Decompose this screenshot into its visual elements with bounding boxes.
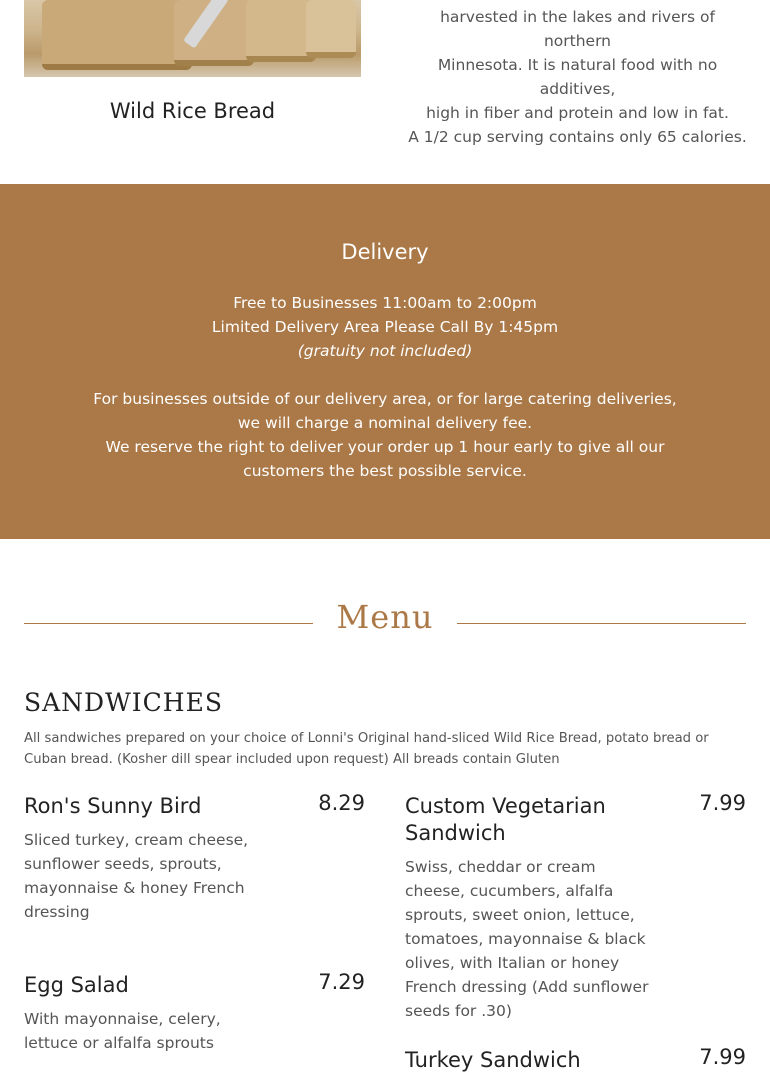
divider-right bbox=[457, 623, 746, 624]
delivery-details bbox=[90, 291, 680, 483]
divider-left bbox=[24, 623, 313, 624]
menu-item-name: Turkey Sandwich bbox=[405, 1048, 581, 1072]
menu-item-name: Custom Vegetarian Sandwich bbox=[405, 794, 606, 845]
menu-item-description: With mayonnaise, celery, lettuce or alfalfa sprouts bbox=[24, 1010, 221, 1052]
menu-item-name: Egg Salad bbox=[24, 973, 129, 997]
rice-text-line: Minnesota. It is natural food with no additives, bbox=[437, 56, 718, 98]
wild-rice-description bbox=[405, 5, 750, 149]
section-title-sandwiches: SANDWICHES bbox=[24, 688, 223, 717]
delivery-call-by: Limited Delivery Area Please Call By 1:45pm bbox=[211, 318, 559, 336]
bread-caption: Wild Rice Bread bbox=[109, 99, 276, 123]
section-description: All sandwiches prepared on your choice of Lonni's Original hand-sliced Wild Rice Bread, potato bread or Cuban bread. (Kosher dill spear included upon request) All breads contain Gluten bbox=[24, 731, 709, 767]
wild-rice-bread-image bbox=[24, 0, 361, 77]
rice-text-line: harvested in the lakes and rivers of northern bbox=[440, 8, 715, 50]
rice-text-line: high in fiber and protein and low in fat. bbox=[426, 104, 729, 122]
menu-item-price: 7.99 bbox=[699, 1045, 746, 1069]
menu-heading bbox=[24, 598, 746, 642]
menu-item-rons-sunny-bird bbox=[24, 793, 264, 924]
menu-item-price: 7.29 bbox=[318, 970, 365, 994]
delivery-section bbox=[0, 184, 770, 539]
menu-item-turkey-sandwich bbox=[405, 1047, 650, 1074]
delivery-hours: Free to Businesses 11:00am to 2:00pm bbox=[233, 294, 537, 312]
menu-item-description: Swiss, cheddar or cream cheese, cucumbers, alfalfa sprouts, sweet onion, lettuce, tomatoes, mayonnaise & black olives, with Italian or honey French dressing (Add sunflower seeds for .30) bbox=[405, 858, 649, 1020]
menu-item-description: Sliced turkey, cream cheese, sunflower seeds, sprouts, mayonnaise & honey French dressing bbox=[24, 831, 249, 921]
delivery-fee-note: For businesses outside of our delivery area, or for large catering deliveries, we will charge a nominal delivery fee. bbox=[93, 390, 677, 432]
delivery-title: Delivery bbox=[341, 240, 429, 264]
menu-item-price: 8.29 bbox=[318, 791, 365, 815]
menu-item-egg-salad bbox=[24, 972, 269, 1055]
menu-item-custom-vegetarian bbox=[405, 793, 650, 1023]
delivery-early-note: We reserve the right to deliver your order up 1 hour early to give all our customers the best possible service. bbox=[105, 438, 665, 480]
menu-title: Menu bbox=[336, 598, 434, 636]
delivery-gratuity-note: (gratuity not included) bbox=[297, 342, 473, 360]
rice-text-line: A 1/2 cup serving contains only 65 calories. bbox=[408, 128, 747, 146]
menu-item-name: Ron's Sunny Bird bbox=[24, 794, 202, 818]
menu-item-price: 7.99 bbox=[699, 791, 746, 815]
intro-section bbox=[0, 0, 770, 184]
